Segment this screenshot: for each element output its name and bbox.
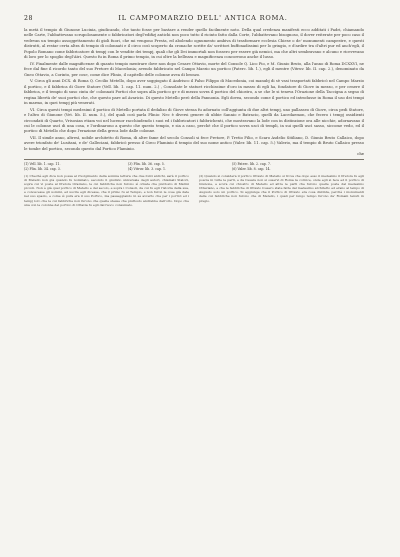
paragraph: la metà il tempio di Giunone Lucinia, giudicando, che tanto fosse per bastare a render quello facilmente noto. Della qual credenza manifesti ecco additati i Padri, chiamando nelle Carte, l'abbattevano scrupolosamente o fabbricatori degl'edifizj antichi non poco tutto il ricinto fatto dalla Corte, l'abbattevano bisognoso, il dover reiterate per poco caso il vedevan un tempio assoggettamento di gioli fuori, che mi vengono Presta, ed abolendo ognumento ambiva di trasformare ecclesia Chiese o de' monumenti campestre, e questi distrutti, al restar certa altra di tempio di colonnati e il circo così scoperto da cronache scritte da' scrittori buffonadissimi per lo gringio, e d'ardire tra d'altri pur ed anch'egli, il Popolo Romano come fabbricatore di tempj con le vendite dei tempj, quali che gli Dei immortali non fossero per essere già nemici, ma che altri sembravano e alcuno e ricevevano di loro per lo spoglio degl'Atri. Questo fu in Roma il primo tempio, in cui oltre la bellezza e magnificenza concorrono anche il lusso. [24, 28, 364, 60]
paragraph: VII. Il simile anno, altresì, nobile architetto di Roma, di altre fame del secolo Consoli si fece Pretore, P. Tretio Filio, e Scaro Asdelio Sitiliano, D. Giunio Bruto Callaico, dopo avere trionfato de' Lusitani, e de' Galleciani, fabbricò presso il Circo Flaminio il tempio del suo nome antico (Valer. lib. 11. cap. 5.) Valerio, ma il tempio di Bruto Callaico presso le tombe del portico, secondo questo dal Portico Flaminio. [24, 135, 364, 151]
footnote-text: (2) Quando si considera il portico Ottavio di Metello si trova che dopo esso il medesimo il Pretore fu egli poscia in tutte le parti, e da Cesare non si osservi di Roma la cornice, onde egli si fece ed il portico di Giunone, e sovra cui chiostro di Metello ed altre le parti che furono quelle poste dal medesimo Ottaviano, e che le fabbriche di Ottavio fossero state fatte dal medesimo architetto ed erano al tempo di Augusto solo un portico. Si aggiunge che il Portico di Ottavio era cosa distinta, perchè i monumenti delle cui fabbriche non furono che di Metello, i quali per lungo tempo furono da' Romani tenuti in pregio. [199, 174, 364, 203]
page-number: 28 [24, 15, 34, 22]
running-title: IL CAMPOMARZIO DELL' ANTICA ROMA. [118, 14, 288, 22]
main-text [24, 28, 364, 152]
page-sheet [24, 14, 364, 207]
footnotes [24, 174, 364, 206]
footnote-text: (1) Chechè egli dica non possa al rivolgimento della somma lettura che due fonti antichi, sarà il portico di Metello non già quando fu nominato, secondo il giudizio universale degli autori, chiamati Statori, sopra cui vi poste al Pretore Oraziano, le cui fabbriche non furono sì ornate che piuttosto di Marmi piccoli. Non è già quel portico di Metello e del secolo, e sopra i Consoli, da cui fu egli l'istoria della sua, e conoscesse gli uomini, ed uscire egli dicesse, che il primo fu al Tempio, e non furon le cose già date nel suo spazio, e come sì pura era il suo Portico, ma passeggiando in sè avverto che per i portici ed i tempj loro che le cui fabbriche non furono che quelle stesse che piuttosto andrebbe dall'orlo. Dopo che una con le colonne del portico di Ottavia fu egli dal fuoco consumato. [24, 174, 189, 207]
reference-item: (3) Plin. lib. 36. cap. 5. [128, 162, 165, 167]
running-header [24, 14, 364, 26]
reference-item: (6) Valer. lib. 8. cap. 14. [232, 166, 271, 171]
catchword: che [357, 152, 364, 157]
reference-item: (5) Paterc. lib. 2. cap. 7. [232, 162, 271, 167]
paragraph: IV. Finalmente dalle magnificenze di quanto tempio mentrare dove non dopo Cesare Ottavio, morte del Console Q. Lico Pio, e M. Giunio Bruto, alla l'anno di Roma DCXXVI, ne fece dal fine il ricordo tanto del suo Pretore di Macedonia; avendo fabbricato nel Campo Marzio un portico (Paterc. lib. 1.), egli il mentre (Vitruv. lib. II. cap. 2.), denominato da Gneo Ottavio, a Corinto, per cose, come dice Plinio, il capitello delle colonne avea di bronzo. [24, 61, 364, 77]
reference-column [232, 162, 372, 171]
reference-list [24, 162, 364, 171]
paragraph: V. Circa gli anni DCX. di Roma Q. Cecilio Metello, dopo aver soggiogato il Andrisco il Falso Filippo di Macedonia, coi manubj di sè vasi trasportati fabbricò nel Campo Marzio il portico, e il fabbrica di Giove Statore (Vell. lib. 1. cap. 11. num. 2.) , Consolate le statuet ricchissime d'oro in mezzo di egli ha, fondatore di Giove in mezzo, e per cenere il fabbrica, e il tempio di suso cinta de' colonnati Portici che sopra alla portico gr e di mezzo sovra il portico del chiostro, a se che le si teneva l'Orazione della Taccigna a segno di regina libertà de' suoi portici che, che questo pare ad Avaricio. Di questo Metello però della Pannonia. Egli dovea, secondo come il portico ed introdusse in Roma il uso dei tempi in marmo, in quei tempj più venerati. [24, 79, 364, 106]
reference-item: (2) Plin. lib. 34. cap. 3. [24, 166, 61, 171]
footnote-divider [24, 159, 364, 160]
reference-column [24, 162, 124, 171]
reference-item: (1) Vell. lib. 1. cap. 11. [24, 162, 61, 167]
footnote-column-left [24, 174, 189, 206]
paragraph: VI. Circa questi tempi medesimi il portico di Metello portata il dedalizo di Giove stessa fu adornato coll'aggiunta di due altri tempj, uno pallasseo di Giove, circa pedi Statore, e l'altro di Giunone (Vet. lib. II. num. 5.), del quali così parla Plinio: Nec è diversi genere di ubbie Sannio e Batracio, quelli da Lacedaemon, che fecero i tempj ossidienti circondati di Quarto, Vrisosian etiam voi nel lucenor racchiudendo i suoi ed i fabbricatori i fabbrichenti, che mostravano la lode con in distinzione ora alle nicchie, adornavano il cui le colonne uscì di una cosa, e l'ordinarono a questo che questo tempio, e sia a caso, perchè che il portico sovra uscì di templi, in sui quelli uscì sasso, siccome vedo, ed il portico di Metello che dopo l'erazione della greca lode dalle colonne. [24, 107, 364, 134]
reference-column [128, 162, 228, 171]
reference-item: (4) Vitruv. lib. 3. cap. 1. [128, 166, 167, 171]
footnote-column-right [199, 174, 364, 206]
